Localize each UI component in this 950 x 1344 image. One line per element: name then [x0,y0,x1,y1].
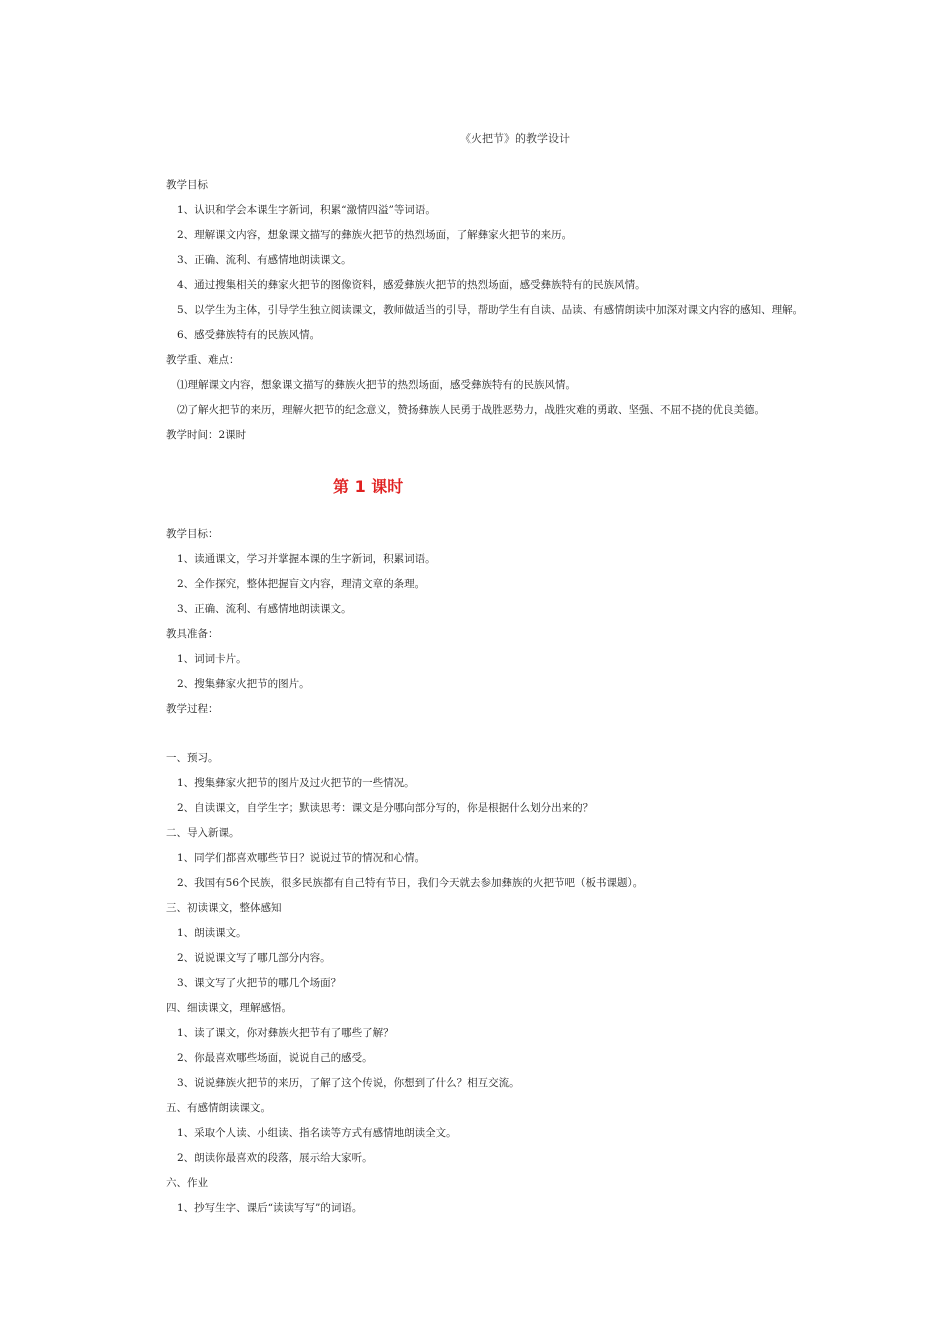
list-item: 3、说说彝族火把节的来历，了解了这个传说，你想到了什么？相互交流。 [177,1077,520,1089]
list-item: 3、正确、流利、有感情地朗读课文。 [177,254,352,266]
section-heading: 教学时间：2课时 [166,429,247,441]
list-item: 1、读通课文，学习并掌握本课的生字新词，积累词语。 [177,553,436,565]
list-item: 2、全作探究，整体把握盲文内容，理清文章的条理。 [177,578,426,590]
list-item: ⑴理解课文内容，想象课文描写的彝族火把节的热烈场面，感受彝族特有的民族风情。 [177,379,576,391]
list-item: 2、说说课文写了哪几部分内容。 [177,952,331,964]
list-item: 2、搜集彝家火把节的图片。 [177,678,310,690]
lesson-one-goals-section [166,522,846,722]
list-item: 2、我国有56个民族，很多民族都有自己特有节日，我们今天就去参加彝族的火把节吧（板书课题）。 [177,877,644,889]
section-heading: 五、有感情朗读课文。 [166,1102,271,1114]
list-item: 2、理解课文内容，想象课文描写的彝族火把节的热烈场面，了解彝家火把节的来历。 [177,229,573,241]
list-item: ⑵了解火把节的来历，理解火把节的纪念意义，赞扬彝族人民勇于战胜恶势力，战胜灾难的勇敢、坚强、不屈不挠的优良美德。 [177,404,765,416]
section-heading: 教学目标： [166,528,219,540]
list-item: 4、通过搜集相关的彝家火把节的图像资料，感爱彝族火把节的热烈场面，感受彝族特有的民族风情。 [177,279,646,291]
list-item: 1、朗读课文。 [177,927,247,939]
list-item: 1、词词卡片。 [177,653,247,665]
list-item: 2、朗读你最喜欢的段落，展示给大家听。 [177,1152,373,1164]
section-heading: 教学重、难点： [166,354,240,366]
document-title: 《火把节》的教学设计 [460,132,570,145]
list-item: 1、读了课文，你对彝族火把节有了哪些了解？ [177,1027,394,1039]
list-item: 2、自读课文，自学生字；默读思考：课文是分哪向部分写的，你是根据什么划分出来的？ [177,802,594,814]
list-item: 3、课文写了火把节的哪几个场面？ [177,977,342,989]
lesson-heading: 第 1 课时 [333,477,404,496]
teaching-goals-section [166,173,846,448]
list-item: 6、感受彝族特有的民族风情。 [177,329,321,341]
section-heading: 四、细读课文，理解感悟。 [166,1002,292,1014]
list-item: 5、以学生为主体，引导学生独立阅读课文，教师做适当的引导，帮助学生有自读、品读、有感情朗读中加深对课文内容的感知、理解。 [177,304,804,316]
teaching-process-section [166,746,846,1221]
list-item: 1、同学们都喜欢哪些节日？说说过节的情况和心情。 [177,852,426,864]
section-heading: 二、导入新课。 [166,827,240,839]
section-heading: 教学过程： [166,703,219,715]
section-heading: 教具准备： [166,628,219,640]
list-item: 3、正确、流利、有感情地朗读课文。 [177,603,352,615]
list-item: 2、你最喜欢哪些场面，说说自己的感受。 [177,1052,373,1064]
section-heading: 六、作业 [166,1177,208,1189]
list-item: 1、抄写生字、课后“读读写写”的词语。 [177,1202,363,1214]
list-item: 1、采取个人读、小组读、指名读等方式有感情地朗读全文。 [177,1127,457,1139]
section-heading: 一、预习。 [166,752,219,764]
list-item: 1、搜集彝家火把节的图片及过火把节的一些情况。 [177,777,415,789]
list-item: 1、认识和学会本课生字新词，积累“激情四溢”等词语。 [177,204,436,216]
section-heading: 教学目标 [166,179,208,191]
section-heading: 三、初读课文，整体感知 [166,902,282,914]
